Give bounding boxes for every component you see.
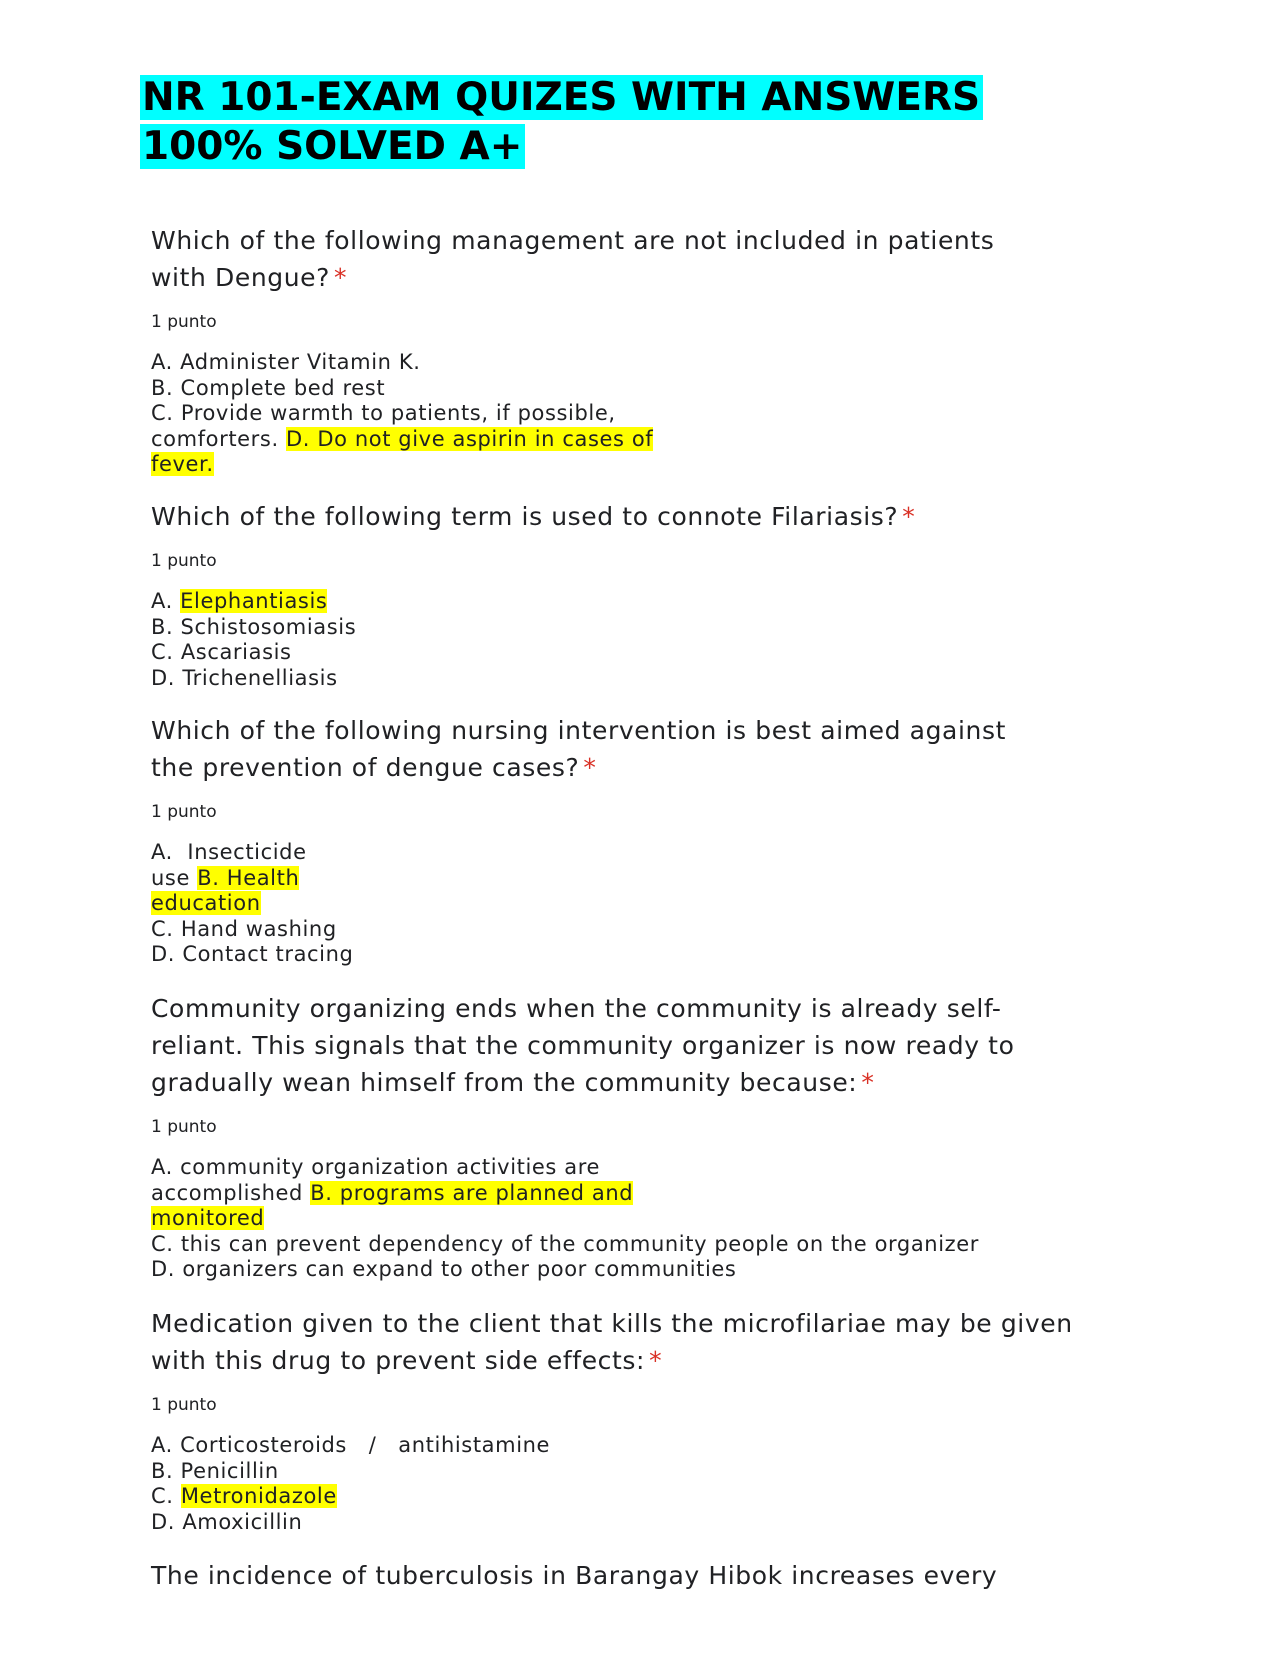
question-points: 1 punto [151, 1395, 217, 1415]
correct-answer-highlight: education [151, 891, 261, 916]
answer-options [151, 350, 1141, 478]
question-5 [151, 1305, 1141, 1535]
required-asterisk: * [902, 502, 916, 531]
option-b: B. Penicillin [151, 1458, 279, 1483]
question-text: Medication given to the client that kills the microfilariae may be given with this drug to prevent side effects: * [151, 1309, 1073, 1375]
option-b: B. Complete bed rest [151, 375, 386, 400]
option-a-continued: use [151, 865, 198, 890]
question-points: 1 punto [151, 802, 217, 822]
correct-answer-highlight: Metronidazole [180, 1484, 337, 1509]
question-3 [151, 712, 1141, 968]
question-text: The incidence of tuberculosis in Barangay Hibok increases every [151, 1561, 998, 1590]
answer-options [151, 840, 1141, 968]
question-text: Community organizing ends when the community is already self- reliant. This signals that the community organizer is now ready to gradually wean himself from the community because: * [151, 994, 1015, 1097]
question-points: 1 punto [151, 551, 217, 571]
option-c: C. Provide warmth to patients, if possible, [151, 401, 616, 426]
option-d: D. organizers can expand to other poor communities [151, 1257, 737, 1282]
answer-options [151, 589, 1141, 691]
answer-options [151, 1433, 1141, 1535]
option-a: A. Corticosteroids / antihistamine [151, 1433, 551, 1457]
required-asterisk: * [334, 263, 348, 292]
option-c: C. Metronidazole [151, 1484, 337, 1509]
option-a: A. Insecticide [151, 840, 307, 864]
option-c: C. Hand washing [151, 916, 337, 941]
required-asterisk: * [649, 1346, 663, 1375]
option-c-continued: comforters. [151, 426, 287, 451]
answer-options [151, 1155, 1141, 1283]
option-b: B. Schistosomiasis [151, 614, 357, 639]
option-a: A. Administer Vitamin K. [151, 350, 421, 374]
option-a: A. Elephantiasis [151, 589, 328, 613]
option-d: D. Amoxicillin [151, 1509, 303, 1534]
option-c: C. this can prevent dependency of the community people on the organizer [151, 1231, 980, 1256]
option-c: C. Ascariasis [151, 640, 292, 665]
question-text: Which of the following nursing intervention is best aimed against the prevention of dengue cases? * [151, 716, 1006, 782]
question-text: Which of the following management are not included in patients with Dengue? * [151, 226, 995, 292]
question-points: 1 punto [151, 312, 217, 332]
question-text: Which of the following term is used to connote Filariasis? * [151, 502, 916, 531]
required-asterisk: * [861, 1068, 875, 1097]
correct-answer-highlight: B. Health [197, 865, 300, 890]
option-a: A. community organization activities are [151, 1155, 601, 1179]
question-1 [151, 222, 1141, 478]
correct-answer-highlight: fever. [151, 452, 214, 477]
correct-answer-highlight: Elephantiasis [180, 589, 328, 613]
title-line-1: NR 101-EXAM QUIZES WITH ANSWERS [140, 75, 983, 120]
option-d: D. Trichenelliasis [151, 665, 338, 690]
option-d: D. Contact tracing [151, 942, 354, 967]
correct-answer-highlight: monitored [151, 1206, 265, 1231]
correct-answer-highlight: D. Do not give aspirin in cases of [286, 426, 654, 451]
question-6 [151, 1557, 1141, 1594]
question-2 [151, 498, 1141, 691]
title-line-2: 100% SOLVED A+ [140, 124, 525, 169]
question-4 [151, 990, 1141, 1283]
document-title [140, 73, 1180, 171]
correct-answer-highlight: B. programs are planned and [310, 1180, 634, 1205]
required-asterisk: * [583, 753, 597, 782]
question-points: 1 punto [151, 1117, 217, 1137]
option-a-continued: accomplished [151, 1180, 311, 1205]
